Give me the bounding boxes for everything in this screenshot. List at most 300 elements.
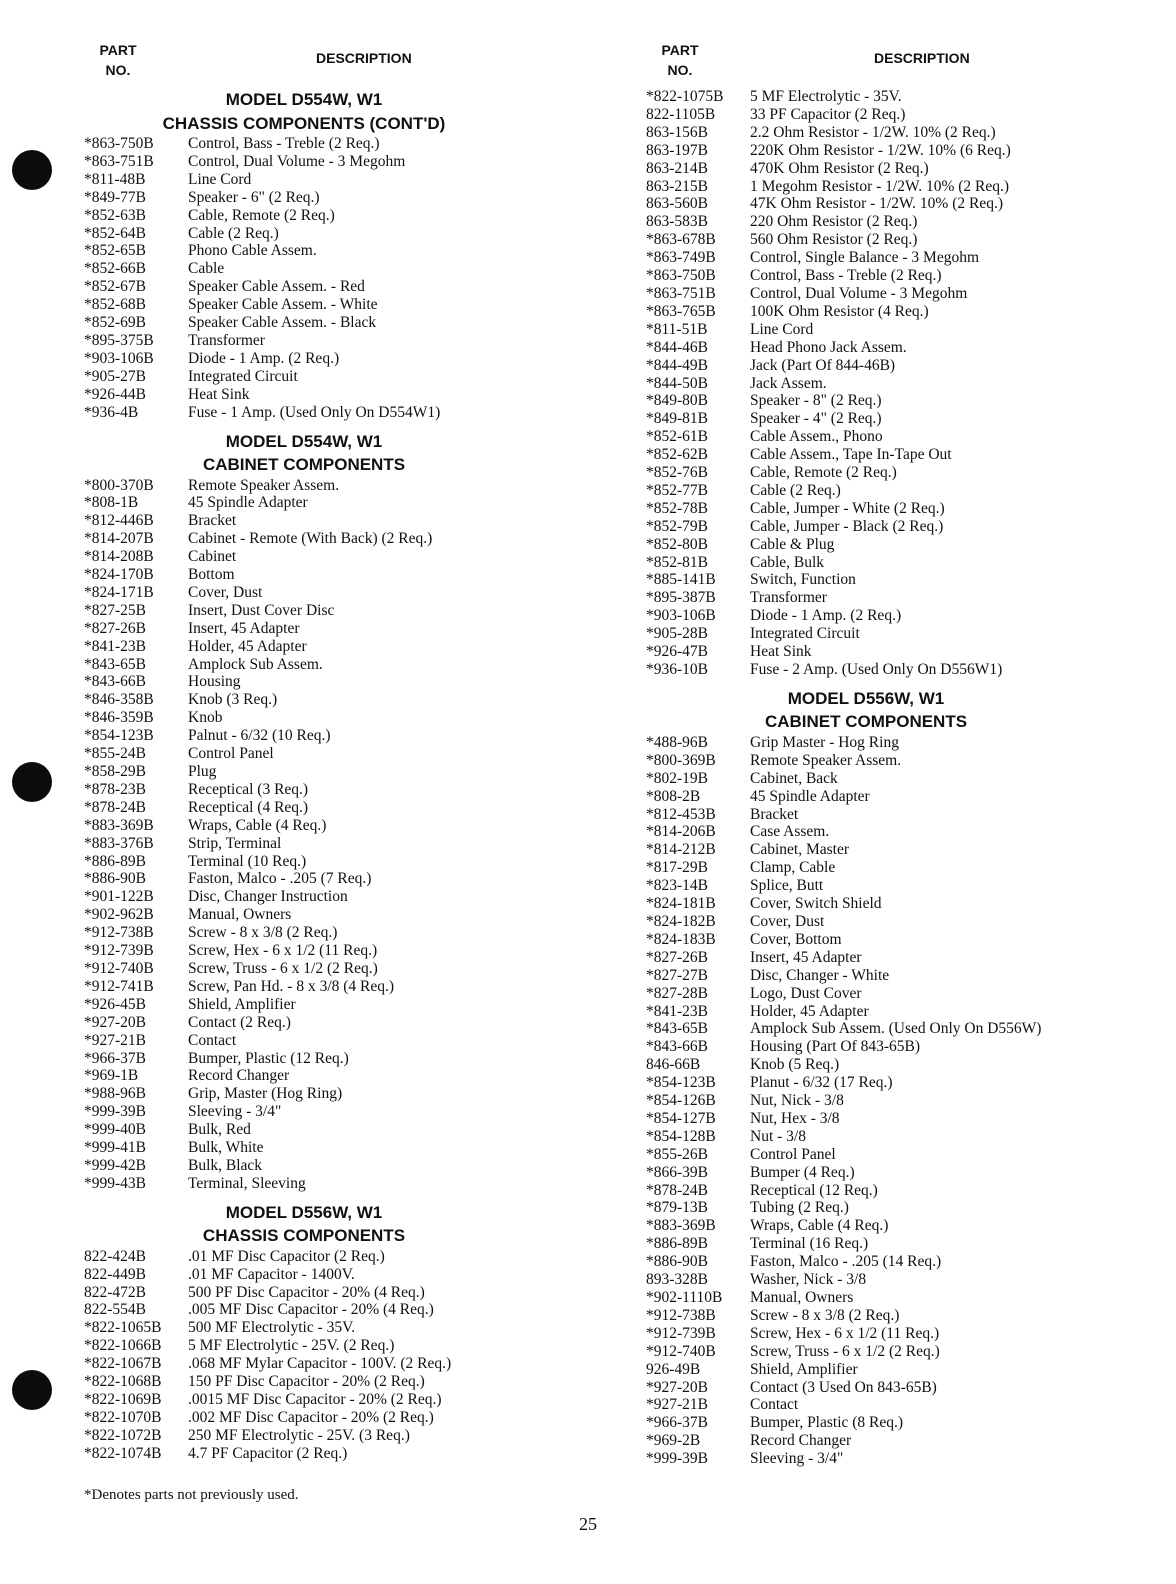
- section-components-title: CABINET COMPONENTS: [764, 712, 968, 732]
- part-number: *879-13B: [646, 1199, 708, 1217]
- part-number: *822-1072B: [84, 1426, 162, 1444]
- part-description: Manual, Owners: [188, 906, 292, 924]
- description-header: DESCRIPTION: [316, 50, 412, 66]
- part-number: *811-51B: [646, 320, 708, 338]
- parts-row: [84, 727, 544, 745]
- part-description: Sleeving - 3/4": [188, 1103, 282, 1121]
- part-description: 500 PF Disc Capacitor - 20% (4 Req.): [188, 1283, 425, 1301]
- part-number: *852-62B: [646, 446, 708, 464]
- parts-row: [646, 1307, 1086, 1325]
- part-number: *854-128B: [646, 1127, 716, 1145]
- part-description: Cable, Remote (2 Req.): [750, 464, 897, 482]
- footnote: *Denotes parts not previously used.: [84, 1487, 299, 1503]
- part-number: *912-740B: [646, 1342, 716, 1360]
- part-number: *886-89B: [84, 852, 146, 870]
- part-number: *912-740B: [84, 959, 154, 977]
- part-description: Bumper (4 Req.): [750, 1163, 855, 1181]
- description-header: DESCRIPTION: [874, 50, 970, 66]
- part-description: Strip, Terminal: [188, 834, 282, 852]
- part-number: *812-453B: [646, 805, 716, 823]
- part-number: *800-370B: [84, 476, 154, 494]
- part-description: .01 MF Capacitor - 1400V.: [188, 1265, 355, 1283]
- parts-row: [646, 1074, 1086, 1092]
- parts-row: [646, 1092, 1086, 1110]
- part-number: *999-39B: [84, 1103, 146, 1121]
- part-number: *999-42B: [84, 1156, 146, 1174]
- part-description: Line Cord: [188, 170, 252, 188]
- part-number: *822-1074B: [84, 1444, 162, 1462]
- part-description: Bulk, Red: [188, 1121, 251, 1139]
- parts-row: [646, 1164, 1086, 1182]
- part-number: *852-77B: [646, 481, 708, 499]
- part-number: *966-37B: [84, 1049, 146, 1067]
- part-number: *863-751B: [646, 284, 716, 302]
- parts-row: [84, 906, 544, 924]
- part-description: Speaker Cable Assem. - Red: [188, 278, 365, 296]
- part-number: *488-96B: [646, 733, 708, 751]
- part-number: *999-39B: [646, 1450, 708, 1468]
- part-number: *969-2B: [646, 1432, 701, 1450]
- parts-row: [646, 482, 1086, 500]
- parts-row: [646, 1182, 1086, 1200]
- part-number: *814-207B: [84, 530, 154, 548]
- part-number: *854-127B: [646, 1109, 716, 1127]
- part-number: *827-25B: [84, 601, 146, 619]
- part-description: Wraps, Cable (4 Req.): [750, 1217, 889, 1235]
- part-number: *808-1B: [84, 494, 139, 512]
- part-description: Housing (Part Of 843-65B): [750, 1038, 921, 1056]
- part-number: *822-1065B: [84, 1319, 162, 1337]
- parts-row: [84, 1355, 544, 1373]
- part-description: 5 MF Electrolytic - 25V. (2 Req.): [188, 1337, 395, 1355]
- part-number: 926-49B: [646, 1360, 701, 1378]
- parts-row: [84, 1248, 544, 1266]
- parts-row: [646, 806, 1086, 824]
- part-number: *817-29B: [646, 859, 708, 877]
- part-number: *863-750B: [84, 135, 154, 152]
- part-description: Speaker - 6" (2 Req.): [188, 188, 320, 206]
- part-number: *883-369B: [84, 816, 154, 834]
- parts-row: [84, 817, 544, 835]
- part-number: *885-141B: [646, 571, 716, 589]
- parts-row: [84, 1266, 544, 1284]
- part-description: 1 Megohm Resistor - 1/2W. 10% (2 Req.): [750, 177, 1010, 195]
- part-number: 863-197B: [646, 141, 708, 159]
- parts-row: [84, 332, 544, 350]
- part-description: Insert, Dust Cover Disc: [188, 601, 335, 619]
- part-number: *852-81B: [646, 553, 708, 571]
- part-number: *822-1067B: [84, 1355, 162, 1373]
- part-number: *822-1075B: [646, 88, 724, 105]
- parts-row: [84, 888, 544, 906]
- part-description: Nut - 3/8: [750, 1127, 806, 1145]
- parts-row: [646, 375, 1086, 393]
- part-description: Jack Assem.: [750, 374, 827, 392]
- parts-row: [646, 913, 1086, 931]
- parts-row: [646, 1271, 1086, 1289]
- part-description: 2.2 Ohm Resistor - 1/2W. 10% (2 Req.): [750, 123, 996, 141]
- part-number: *852-68B: [84, 296, 146, 314]
- parts-row: [646, 1110, 1086, 1128]
- part-number: *927-21B: [84, 1031, 146, 1049]
- part-number: *827-26B: [646, 948, 708, 966]
- parts-row: [646, 1396, 1086, 1414]
- section-components-title: CHASSIS COMPONENTS: [202, 1226, 406, 1246]
- part-number: *844-46B: [646, 338, 708, 356]
- part-description: 5 MF Electrolytic - 35V.: [750, 88, 902, 105]
- part-description: Planut - 6/32 (17 Req.): [750, 1074, 893, 1092]
- parts-row: [646, 213, 1086, 231]
- part-description: Phono Cable Assem.: [188, 242, 317, 260]
- part-number: *927-20B: [646, 1378, 708, 1396]
- parts-row: [646, 1056, 1086, 1074]
- part-description: Cabinet: [188, 548, 237, 566]
- parts-row: [84, 404, 544, 422]
- part-description: Holder, 45 Adapter: [750, 1002, 869, 1020]
- part-description: Faston, Malco - .205 (7 Req.): [188, 870, 372, 888]
- part-number: *823-14B: [646, 877, 708, 895]
- part-number: *844-50B: [646, 374, 708, 392]
- part-description: Terminal (10 Req.): [188, 852, 307, 870]
- parts-row: [84, 494, 544, 512]
- part-description: Contact: [188, 1031, 237, 1049]
- part-description: Integrated Circuit: [188, 367, 298, 385]
- part-description: 100K Ohm Resistor (4 Req.): [750, 302, 929, 320]
- punch-hole-middle: [12, 762, 52, 802]
- part-number: *824-181B: [646, 895, 716, 913]
- parts-row: [646, 734, 1086, 752]
- part-description: 33 PF Capacitor (2 Req.): [750, 105, 906, 123]
- part-description: Cable Assem., Tape In-Tape Out: [750, 446, 952, 464]
- part-description: Cover, Dust: [750, 912, 825, 930]
- parts-row: [646, 1217, 1086, 1235]
- part-number: *827-26B: [84, 619, 146, 637]
- part-number: *852-65B: [84, 242, 146, 260]
- part-number: *843-66B: [646, 1038, 708, 1056]
- section-model-title: MODEL D556W, W1: [787, 688, 945, 708]
- parts-row: [84, 135, 544, 153]
- section-components-title: CHASSIS COMPONENTS (CONT'D): [162, 113, 446, 133]
- part-number: *827-27B: [646, 966, 708, 984]
- part-description: 250 MF Electrolytic - 25V. (3 Req.): [188, 1426, 410, 1444]
- punch-hole-top: [12, 150, 52, 190]
- part-number: *969-1B: [84, 1067, 139, 1085]
- part-number: *912-739B: [84, 942, 154, 960]
- part-number: *858-29B: [84, 763, 146, 780]
- parts-row: [646, 410, 1086, 428]
- parts-section: [646, 88, 1086, 679]
- parts-row: [84, 566, 544, 584]
- part-description: Control, Bass - Treble (2 Req.): [188, 135, 380, 152]
- parts-row: [84, 620, 544, 638]
- part-description: Heat Sink: [750, 643, 812, 661]
- part-description: Bracket: [750, 805, 799, 823]
- parts-row: [84, 171, 544, 189]
- parts-row: [646, 195, 1086, 213]
- part-description: Switch, Function: [750, 571, 856, 589]
- parts-row: [646, 985, 1086, 1003]
- part-number: *999-40B: [84, 1121, 146, 1139]
- section-model-title: MODEL D554W, W1: [225, 431, 383, 451]
- part-number: *852-64B: [84, 224, 146, 242]
- parts-row: [84, 709, 544, 727]
- parts-row: [646, 1038, 1086, 1056]
- parts-row: [646, 1199, 1086, 1217]
- parts-row: [646, 106, 1086, 124]
- part-number: *843-65B: [646, 1020, 708, 1038]
- parts-row: [646, 949, 1086, 967]
- part-number: *852-66B: [84, 260, 146, 278]
- parts-row: [84, 978, 544, 996]
- part-description: Nut, Hex - 3/8: [750, 1109, 840, 1127]
- parts-row: [84, 153, 544, 171]
- part-number: 822-424B: [84, 1247, 146, 1265]
- part-description: Cable, Remote (2 Req.): [188, 206, 335, 224]
- parts-row: [84, 781, 544, 799]
- part-description: Bracket: [188, 512, 237, 530]
- part-number: *800-369B: [646, 751, 716, 769]
- part-description: Heat Sink: [188, 385, 250, 403]
- part-description: Control, Bass - Treble (2 Req.): [750, 267, 942, 285]
- parts-row: [84, 763, 544, 781]
- parts-row: [646, 321, 1086, 339]
- parts-row: [646, 643, 1086, 661]
- part-number: *936-4B: [84, 403, 139, 421]
- section-components-title: CABINET COMPONENTS: [202, 455, 406, 474]
- part-number: *849-80B: [646, 392, 708, 410]
- part-description: Cabinet, Master: [750, 841, 850, 859]
- left-column: [84, 38, 544, 1465]
- parts-row: [84, 477, 544, 495]
- part-number: *824-171B: [84, 583, 154, 601]
- parts-row: [84, 1032, 544, 1050]
- part-number: *846-359B: [84, 709, 154, 727]
- part-number: *912-739B: [646, 1324, 716, 1342]
- parts-row: [84, 942, 544, 960]
- section-model-title: MODEL D554W, W1: [225, 90, 383, 109]
- parts-row: [84, 1373, 544, 1391]
- parts-row: [84, 314, 544, 332]
- part-description: 45 Spindle Adapter: [750, 787, 870, 805]
- parts-row: [646, 1325, 1086, 1343]
- part-description: Screw, Truss - 6 x 1/2 (2 Req.): [188, 959, 378, 977]
- parts-row: [646, 285, 1086, 303]
- part-number: *852-79B: [646, 517, 708, 535]
- part-number: *811-48B: [84, 170, 146, 188]
- part-number: *883-369B: [646, 1217, 716, 1235]
- part-number: *822-1070B: [84, 1408, 162, 1426]
- part-description: Control, Dual Volume - 3 Megohm: [750, 284, 968, 302]
- parts-row: [646, 1414, 1086, 1432]
- left-sections: [84, 88, 544, 1463]
- part-number: *866-39B: [646, 1163, 708, 1181]
- part-description: Line Cord: [750, 320, 814, 338]
- parts-row: [84, 368, 544, 386]
- parts-row: [646, 571, 1086, 589]
- part-number: *912-738B: [84, 924, 154, 942]
- part-no-header: PART NO.: [99, 42, 137, 78]
- part-number: *824-170B: [84, 566, 154, 584]
- parts-row: [646, 303, 1086, 321]
- parts-row: [84, 1103, 544, 1121]
- part-description: Cable: [188, 260, 225, 278]
- part-description: Head Phono Jack Assem.: [750, 338, 907, 356]
- part-number: *844-49B: [646, 356, 708, 374]
- parts-row: [646, 267, 1086, 285]
- part-description: Cable, Jumper - Black (2 Req.): [750, 517, 944, 535]
- part-number: 822-449B: [84, 1265, 146, 1283]
- part-description: Diode - 1 Amp. (2 Req.): [188, 349, 340, 367]
- part-description: Screw, Hex - 6 x 1/2 (11 Req.): [188, 942, 378, 960]
- part-description: Case Assem.: [750, 823, 830, 841]
- part-number: *878-24B: [84, 798, 146, 816]
- part-number: *854-123B: [84, 727, 154, 745]
- part-description: Manual, Owners: [750, 1289, 854, 1306]
- part-description: Cable, Jumper - White (2 Req.): [750, 499, 945, 517]
- parts-row: [84, 996, 544, 1014]
- part-number: *846-358B: [84, 691, 154, 709]
- parts-row: [84, 1121, 544, 1139]
- part-description: Cabinet, Back: [750, 769, 838, 787]
- part-description: Contact: [750, 1396, 799, 1414]
- right-sections: [646, 88, 1086, 1468]
- part-description: Control, Single Balance - 3 Megohm: [750, 249, 980, 267]
- part-description: Washer, Nick - 3/8: [750, 1271, 867, 1289]
- parts-row: [84, 512, 544, 530]
- right-column-header: [646, 38, 1086, 88]
- part-number: *849-81B: [646, 410, 708, 428]
- parts-row: [646, 178, 1086, 196]
- part-description: Amplock Sub Assem. (Used Only On D556W): [750, 1020, 1042, 1038]
- parts-row: [646, 770, 1086, 788]
- part-number: 846-66B: [646, 1056, 701, 1074]
- part-number: *808-2B: [646, 787, 701, 805]
- part-number: 863-214B: [646, 159, 708, 177]
- part-description: Sleeving - 3/4": [750, 1450, 844, 1468]
- part-number: *852-78B: [646, 499, 708, 517]
- part-number: *814-206B: [646, 823, 716, 841]
- parts-row: [84, 673, 544, 691]
- part-description: Bulk, Black: [188, 1156, 263, 1174]
- part-description: Transformer: [750, 589, 827, 607]
- part-description: Wraps, Cable (4 Req.): [188, 816, 327, 834]
- parts-row: [84, 530, 544, 548]
- part-description: Grip Master - Hog Ring: [750, 733, 899, 751]
- part-description: Screw - 8 x 3/8 (2 Req.): [750, 1306, 900, 1324]
- parts-row: [84, 1427, 544, 1445]
- parts-row: [84, 1014, 544, 1032]
- part-number: *852-76B: [646, 464, 708, 482]
- part-description: Splice, Butt: [750, 877, 824, 895]
- parts-row: [84, 835, 544, 853]
- part-number: 863-560B: [646, 195, 708, 213]
- part-number: *814-212B: [646, 841, 716, 859]
- part-description: Shield, Amplifier: [750, 1360, 858, 1378]
- part-description: .01 MF Disc Capacitor (2 Req.): [188, 1247, 385, 1265]
- parts-row: [646, 1450, 1086, 1468]
- part-number: *912-738B: [646, 1306, 716, 1324]
- part-number: *824-183B: [646, 930, 716, 948]
- part-description: Cable Assem., Phono: [750, 428, 883, 446]
- parts-row: [84, 870, 544, 888]
- parts-row: [646, 124, 1086, 142]
- part-description: Contact (2 Req.): [188, 1013, 291, 1031]
- part-number: *852-80B: [646, 535, 708, 553]
- parts-row: [84, 207, 544, 225]
- parts-row: [646, 841, 1086, 859]
- part-description: Screw, Truss - 6 x 1/2 (2 Req.): [750, 1342, 940, 1360]
- parts-row: [646, 589, 1086, 607]
- parts-row: [646, 1128, 1086, 1146]
- part-number: *822-1068B: [84, 1373, 162, 1391]
- part-description: Logo, Dust Cover: [750, 984, 862, 1002]
- parts-section: [84, 430, 544, 1193]
- part-description: 47K Ohm Resistor - 1/2W. 10% (2 Req.): [750, 195, 1004, 213]
- parts-row: [84, 242, 544, 260]
- parts-row: [646, 428, 1086, 446]
- part-number: *855-26B: [646, 1145, 708, 1163]
- part-description: 4.7 PF Capacitor (2 Req.): [188, 1444, 348, 1462]
- part-no-header: PART NO.: [661, 42, 699, 78]
- parts-row: [84, 1157, 544, 1175]
- part-number: *902-962B: [84, 906, 154, 924]
- part-description: Bumper, Plastic (8 Req.): [750, 1414, 904, 1432]
- part-description: Clamp, Cable: [750, 859, 836, 877]
- part-number: *852-67B: [84, 278, 146, 296]
- parts-row: [646, 231, 1086, 249]
- part-description: Contact (3 Used On 843-65B): [750, 1378, 937, 1396]
- parts-row: [84, 350, 544, 368]
- part-description: Cover, Bottom: [750, 930, 842, 948]
- parts-row: [646, 142, 1086, 160]
- parts-row: [84, 189, 544, 207]
- part-number: *878-24B: [646, 1181, 708, 1199]
- part-number: *999-43B: [84, 1174, 146, 1192]
- parts-section: [646, 687, 1086, 1468]
- parts-row: [646, 1146, 1086, 1164]
- part-description: Knob: [188, 709, 223, 727]
- parts-row: [646, 464, 1086, 482]
- part-description: 220K Ohm Resistor - 1/2W. 10% (6 Req.): [750, 141, 1011, 159]
- parts-row: [84, 1319, 544, 1337]
- part-description: Fuse - 2 Amp. (Used Only On D556W1): [750, 661, 1003, 678]
- part-description: Knob (5 Req.): [750, 1056, 840, 1074]
- part-description: Insert, 45 Adapter: [750, 948, 862, 966]
- part-number: *886-90B: [84, 870, 146, 888]
- part-number: *863-751B: [84, 152, 154, 170]
- part-number: *903-106B: [84, 349, 154, 367]
- part-description: Plug: [188, 763, 217, 780]
- parts-row: [84, 225, 544, 243]
- part-description: Receptical (3 Req.): [188, 780, 309, 798]
- part-number: *903-106B: [646, 607, 716, 625]
- part-number: *841-23B: [646, 1002, 708, 1020]
- parts-row: [646, 752, 1086, 770]
- part-number: *883-376B: [84, 834, 154, 852]
- part-description: Cable (2 Req.): [188, 224, 279, 242]
- part-description: Insert, 45 Adapter: [188, 619, 300, 637]
- parts-row: [646, 1003, 1086, 1021]
- parts-row: [646, 661, 1086, 679]
- part-number: *824-182B: [646, 912, 716, 930]
- part-number: *886-89B: [646, 1235, 708, 1253]
- part-description: Shield, Amplifier: [188, 995, 296, 1013]
- part-description: Fuse - 1 Amp. (Used Only On D554W1): [188, 403, 441, 421]
- parts-row: [646, 446, 1086, 464]
- part-number: 822-554B: [84, 1301, 146, 1319]
- part-description: Terminal, Sleeving: [188, 1174, 306, 1192]
- parts-row: [646, 1343, 1086, 1361]
